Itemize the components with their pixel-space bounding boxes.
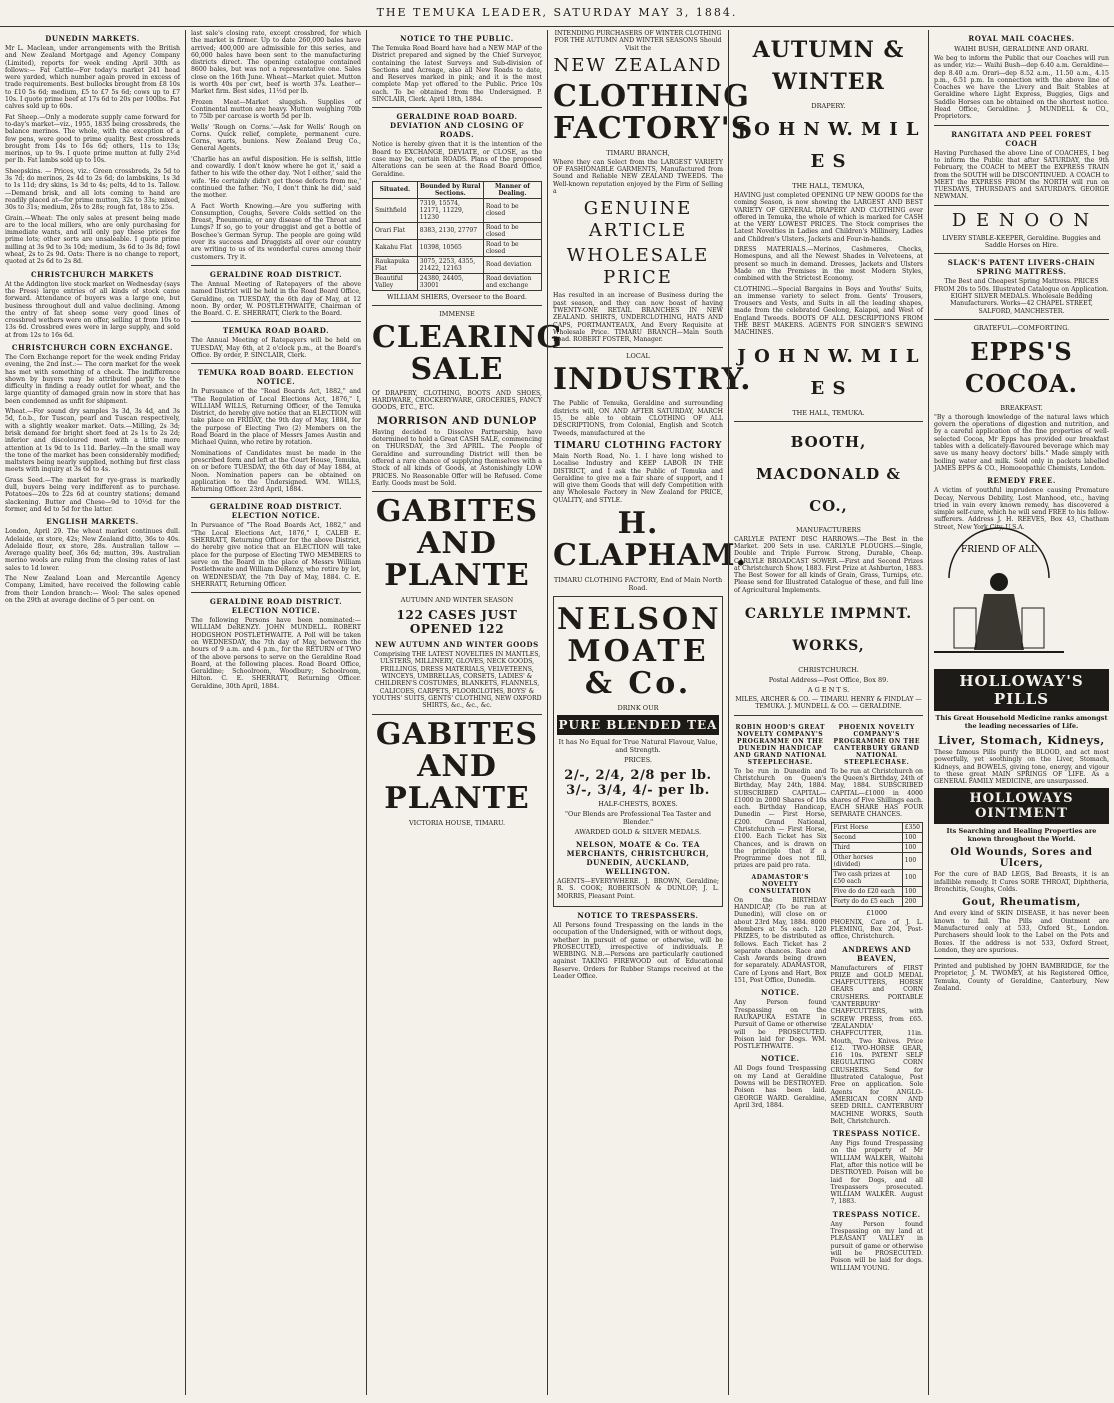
advert-headline: GABITES AND PLANTE (375, 494, 539, 594)
advert-headline: EPPS'S COCOA. (965, 336, 1078, 398)
table-cell: Orari Flat (373, 222, 418, 239)
table-row (373, 198, 542, 222)
advert-subhead: CHRISTCHURCH. (798, 666, 859, 675)
table-row (831, 896, 923, 906)
subheading: WAIHI BUSH, GERALDINE AND ORARI. (954, 45, 1089, 53)
divider (372, 491, 542, 492)
notice-text: Nominations of Candidates must be made in the prescribed form and left at the Court House, Temuka, on or before TUESDAY, the 6th day of May 1884, at Noon. Nomination papers can be obtained on application to the Undersigned. WM. WILLS, Returning Officer. 23rd April, 1884. (191, 449, 361, 494)
advert-text: Having decided to Dissolve Partnership, have determined to hold a Great CASH SALE, commencing on THURSDAY, the 3rd APRIL. The People of Geraldine and surrounding District will then be offered a rare chance of supplying themselves with a Stock of all kinds of Goods, at Astonishingly LOW PRICES. No Reasonable Offer will be Refused. Come Early. Goods must be Sold. (372, 428, 542, 487)
advert-subhead: DRAPERY. (811, 102, 846, 110)
advert-subhead: HALF-CHESTS, BOXES. (598, 800, 678, 809)
table-cell: 100 (902, 852, 922, 869)
heading: TRESPASS NOTICE. (832, 1209, 921, 1219)
article-text: Grass Seed.—The market for rye-grass is markedly dull, buyers being very indifferent as to purchase. Potatoes—20s to 22s 6d at country stations; demand slackening. Butter and Chese—9d to 10½d for the former, and 4d to 5d for the latter. (5, 476, 180, 513)
table-cell: Two cash prizes at £50 each (831, 869, 902, 886)
notice-text: In Pursuance of the "Road Boards Act, 1882," and "The Regulation of Local Elections Act, 1876," I, WILLIAM WILLS, Returning Officer, of the Temuka District, do hereby give notice that an ELECTION will take place on FRIDAY, the 9th day of May, 1884, for the purpose of Electing Two (2) Members on the Road Board in the place of Messrs James Austin and Michael Quinn, who retire by rotation. (191, 388, 361, 447)
advert-subhead: AWARDED GOLD & SILVER MEDALS. (574, 828, 702, 837)
advert-text: A Fact Worth Knowing.—Are you suffering with Consumption, Coughs, Severe Colds settled on the Breast, Pneumonia, or any disease of the Throat and Lungs? If so, go to your druggist and get a bottle of Boschee's German Syrup. The people are going wild over its success and Druggists all over our country are writing to us of its wonderful cures among their customers. Try it. (191, 202, 361, 261)
table-cell: Beautiful Valley (373, 273, 418, 290)
divider (372, 305, 542, 306)
advert-subhead: WHOLESALE PRICE (566, 245, 710, 289)
advert-address: THE HALL, TEMUKA, (792, 182, 865, 190)
advert-subhead: 122 CASES JUST OPENED 122 (396, 608, 518, 637)
heading: ROBIN HOOD'S GREAT NOVELTY COMPANY'S PROGRAMME ON THE DUNEDIN HANDICAP AND GRAND NATIONAL STEEPLECHASE. (734, 723, 827, 766)
advert-subhead: It has No Equal for True Natural Flavour, Value, and Strength. (558, 738, 718, 755)
article-text: Frozen Meat—Market sluggish. Supplies of Continental mutton are heavy. Mutton weighing 70lb to 75lb per carcase is worth 5d per lb. (191, 98, 361, 121)
table-cell: 7319, 15574, 12171, 11229, 11230 (417, 198, 483, 222)
article-text: London, April 29. The wheat market continues dull. Adelaide, ex store, 42s; New Zealand ditto, 36s to 40s. Adelaide flour, ex store, 28s. Australian tallow — Average quality beef, 36s 6d; mutton, 39s. Australian merino wools are ruling from the closing rates of last sales to 1d lower. (5, 528, 180, 572)
heading: GERALDINE ROAD DISTRICT. (209, 269, 343, 279)
advert-subhead: Gout, Rheumatism, (962, 897, 1081, 909)
heading: TEMUKA ROAD BOARD. (222, 326, 330, 336)
advert-text: CARLYLE PATENT DISC HARROWS.—The Best in the Market. 200 Sets in use. CARLYLE PLOUGHS.—Single, Double and Triple Furrow. Strong, Durable, Cheap. CARLYLE BROADCAST SOWER.—First and Second Prizes at Christchurch Show, 1883. First Prize at Ashburton, 1883. The Best Sower for all kinds of Grain, Grass, Turnips, etc. Please send for Illustrated Catalogue of these, and full line of Agricultural Implements. (734, 535, 923, 594)
table-cell: 100 (902, 842, 922, 852)
advert-headline: BOOTH, MACDONALD & CO., (756, 432, 901, 515)
signature: WILLIAM SHIERS, Overseer to the Board. (387, 292, 527, 301)
advert-address: VICTORIA HOUSE, TIMARU. (408, 818, 506, 827)
divider (191, 592, 361, 593)
notice-text: All Persons found Trespassing on the lands in the occupation of the Undersigned, with or without dogs, whether in pursuit of game or otherwise, will be PROSECUTED, irrespective of individuals. P. WEBBING. N.B.—Persons are particularly cautioned against TAKING FIREWOOD out of Educational Reserve. Orders for Rubber Stamps received at the Leader Office. (553, 921, 723, 980)
roads-table (372, 181, 542, 291)
divider (191, 265, 361, 266)
advert-subhead: A G E N T S. (807, 686, 850, 695)
divider (734, 715, 923, 716)
advert-firm: MORRISON AND DUNLOP (377, 415, 537, 427)
article-text: Wheat.—For sound dry samples 3s 3d, 3s 4d, and 3s 5d, f.o.b., for Tuscan, pearl and Tuscan respectively, with a slightly weaker market. Oats.—Milling, 2s 3d; brisk demand for bright short feed at 2s 1s to 2s 2d; inferior and discoloured meet with a little more attention at 1s 9d to 1s 11d. Barley.—In the small way the tone of the market has been considerably modified; maltsters being nearly supplied, nothing but first class meets with inquiry at 3s 6d to 4s. (5, 408, 180, 474)
advert-kicker: IMMENSE (439, 309, 475, 318)
advert-text: These famous Pills purify the BLOOD, and act most powerfully, yet soothingly on the Liver, Stomach, Kidneys, and BOWELS, giving tone, energy, and vigour to these great MAIN SPRINGS OF LIFE. As a GENERAL FAMILY MEDICINE, are unsurpassed. (934, 748, 1109, 786)
heading: NOTICE TO TRESPASSERS. (577, 910, 699, 920)
advert-subhead: Its Searching and Healing Properties are known throughout the World. (946, 827, 1097, 844)
notice-text: Having Purchased the above Line of COACHES, I beg to inform the Public that after SATURDAY, the 9th February, the COACH to MEET the EXPRESS TRAIN from the SOUTH will be DISCONTINUED. A COACH to MEET the EXPRESS FROM the NORTH will run on TUESDAYS, THURSDAYS and SATURDAYS. GEORGE NEWMAN. (934, 149, 1109, 201)
advert-text: Wells' 'Rough on Corns.'—Ask for Wells' Rough on Corns. Quick relief, complete, permanent cure. Corns, warts, bunions. New Zealand Drug Co., General Agents. (191, 123, 361, 153)
notice-text: We beg to inform the Public that our Coaches will run as under, viz:— Waihi Bush—dep 6.40 a.m. Geraldine—dep 8.40 a.m. Orari—dep 8.52 a.m., 11.50 a.m., 4.15 p.m., 6.51 p.m. In connection with the above line of Coaches we have the Livery and Bait Stables at Geraldine where Light Express, Buggies, Gigs and Saddle Horses can be obtained on the shortest notice. Head Office, Geraldine. J. MUNDELL & CO., Proprietors. (934, 55, 1109, 121)
sub-column-left (734, 720, 827, 1275)
seal-motto: FRIEND OF ALL (960, 544, 1038, 555)
heading: CHRISTCHURCH CORN EXCHANGE. (11, 342, 174, 352)
advert-address: THE HALL, TEMUKA. (792, 408, 865, 417)
advert-kicker: LOCAL (626, 352, 650, 361)
table-cell: 100 (902, 832, 922, 842)
advert-text: INTENDING PURCHASERS OF WINTER CLOTHING FOR THE AUTUMN AND WINTER SEASONS Should Visit the (554, 30, 722, 52)
prize-table (831, 822, 924, 907)
divider (191, 363, 361, 364)
advert-text: And every kind of SKIN DISEASE, it has never been known to fail. The Pills and Ointment are Manufactured only at 533, Oxford St., London. Purchasers should look to the Label on the Pots and Boxes. If the address is not 533, Oxford Street, London, they are spurious. (934, 910, 1109, 954)
divider (372, 107, 542, 108)
notice-text: On the BIRTHDAY HANDICAP, (To be run at Dunedin), will close on or about 23rd May, 1884. 8000 Members at 5s each. 120 PRIZES, to be distributed as follows. Each Ticket has 2 separate chances. Race and Cash Awards being drawn for separately. ADAMASTOR, Care of Lyons and Hart, Box 151, Post Office, Dunedin. (734, 896, 827, 985)
notice-text: Any Person found Trespassing on the RAUKAPUKA ESTATE in Pursuit of Game or otherwise will be PROSECUTED. Poison laid for Dogs. WM. POSTLETHWAITE. (734, 999, 827, 1051)
table-cell: Other horses (divided) (831, 852, 902, 869)
tea-advert (553, 596, 723, 907)
heading: NOTICE. (760, 988, 800, 998)
allegorical-figure-illustration (934, 538, 1064, 658)
table-cell: Second (831, 832, 902, 842)
table-cell: 100 (902, 869, 922, 886)
advert-headline: INDUSTRY. (553, 362, 752, 398)
masthead: THE TEMUKA LEADER, SATURDAY MAY 3, 1884. (0, 0, 1114, 27)
divider (553, 347, 723, 348)
article-text: Fat Sheep.—Only a moderate supply came forward for to-day's market—viz., 1955, 1835 being crossbreds, the balance merinos. The whole, with the exception of a few pens, were good to prime quality. Best crossbreds brought from 14s to 16s 6d; others, 11s to 13s; merinos, up to 9s. I quote prime mutton at fully 2½d per lb. Fat lambs sold up to 10s. (5, 113, 180, 165)
notice-text: The Annual Meeting of Ratepayers of the above named District will be held in the Road Board Office, Geraldine, on TUESDAY, the 6th day of May, at 12 noon. By order, W. POSTLETHWAITE, Chairman of the Board. C. E. SHERRATT, Clerk to the Board. (191, 280, 361, 318)
table-cell: Road deviation and exchange (483, 273, 541, 290)
column-4 (547, 30, 754, 1395)
table-cell: 24380, 24405, 33001 (417, 273, 483, 290)
column-2 (185, 30, 366, 1395)
heading: SLACK'S PATENT LIVERS-CHAIN SPRING MATTRESS. (947, 258, 1096, 277)
heading: PHOENIX NOVELTY COMPANY'S PROGRAMME ON THE CANTERBURY GRAND NATIONAL STEEPLECHASE. (833, 723, 921, 766)
advert-kicker: GRATEFUL—COMFORTING. (973, 323, 1070, 332)
advert-subhead: Liver, Stomach, Kidneys, (938, 733, 1105, 747)
advert-text: Has resulted in an increase of Business during the past season, and they can now boast of having TWENTY-ONE RETAIL BRANCHES IN NEW ZEALAND. SHIRTS, UNDERCLOTHING, HATS AND CAPS, PORTMANTEAUX, And Every Requisite at Wholesale Price. TIMARU BRANCH—Main South Road. ROBERT FOSTER, Manager. (553, 292, 723, 344)
article-text: last sale's closing rate, except crossbred, for which the market is firmer. Up to date 260,000 bales have arrived; 400,000 are admissible for this series, and 60,000 bales have been sent to the manufacturing districts direct. The opening catalogue contained 8600 bales, but was not a representative one. Sales close on the 16th June. Wheat—Market quiet. Mutton is worth 40s per cwt, beef is worth 37s. Leather—Market firm. Best sides, 11½d per lb. (191, 30, 361, 96)
table-cell: 8383, 2130, 27797 (417, 222, 483, 239)
ointment-banner: HOLLOWAYS OINTMENT (934, 788, 1109, 824)
table-row (831, 886, 923, 896)
advert-headline: CARLYLE IMPMNT. WORKS, (744, 606, 913, 655)
table-row (373, 256, 542, 273)
column-1 (0, 30, 185, 1395)
advert-subhead: TIMARU BRANCH, (606, 148, 670, 157)
imprint: Printed and published by JOHN BAMBRIDGE, for the Proprietor, J. M. TWOMEY, at his Registered Office, Temuka, County of Geraldine, Canterbury, New Zealand. (934, 963, 1109, 993)
advert-subhead: Old Wounds, Sores and Ulcers, (950, 847, 1093, 870)
table-row (373, 273, 542, 290)
advert-subhead: NEW AUTUMN AND WINTER GOODS (375, 640, 539, 650)
heading: GERALDINE ROAD DISTRICT. ELECTION NOTICE. (209, 502, 343, 521)
advert-headline: D E N O O N (951, 209, 1092, 231)
table-row (373, 222, 542, 239)
notice-text: In Pursuance of "The Road Boards Act, 1882," and "The Local Elections Act, 1876," I, CALEB E. SHERRATT, Returning Officer for the above District, do hereby give notice that an ELECTION will take place for the purpose of Electing TWO MEMBERS to serve on the Board in the place of Messrs William Postlethwaite and William DeRenzy, who retire by lot, on WEDNESDAY, the 7th Day of May, 1884. C. E. SHERRATT, Returning Officer. (191, 522, 361, 588)
heading: ANDREWS AND BEAVEN, (842, 944, 912, 963)
price-list: 2/-, 2/4, 2/8 per lb. 3/-, 3/4, 4/- per lb. (564, 768, 712, 799)
advert-subhead: GENUINE ARTICLE (583, 198, 693, 242)
advert-headline: AUTUMN & WINTER (752, 37, 905, 95)
advert-subhead: This Great Household Medicine ranks amongst the leading necessaries of Life. (935, 713, 1108, 730)
divider (191, 497, 361, 498)
advert-text: AGENTS—EVERYWHERE. J. BROWN, Geraldine; R. S. COOK; ROBERTSON & DUNLOP; J. L. MORRIS, Pleasant Point. (557, 878, 719, 900)
advert-text: The Best and Cheapest Spring Mattress. PRICES FROM 20s to 50s. Illustrated Catalogue on Application. EIGHT SILVER MEDALS. Wholesale Bedding Manufacturers. Works—42 CHAPEL STREET, SALFORD, MANCHESTER. (934, 278, 1109, 315)
table-cell: 200 (902, 896, 922, 906)
advert-subhead: NELSON, MOATE & Co. TEA MERCHANTS, CHRISTCHURCH, DUNEDIN, AUCKLAND, WELLINGTON. (566, 840, 710, 877)
divider (934, 253, 1109, 254)
article-text: At the Addington live stock market on Wednesday (says the Press) large entries of all kinds of stock came forward. Attendance of buyers was a large one, but business throughout dull and value declining. Among the entry of fat sheep some very good lines of crossbred wethers were on offer, selling at from 10s to 13s 6d. Crossbred ewes were in large supply, and sold at from 12s to 16s 6d. (5, 280, 180, 339)
heading: ADAMASTOR'S NOVELTY CONSULTATION (749, 873, 812, 895)
divider (191, 321, 361, 322)
divider (934, 319, 1109, 320)
table-header-row (373, 181, 542, 198)
advert-headline: J O H N W. M I L E S (737, 345, 920, 399)
table-row (831, 869, 923, 886)
notice-text: Any Person found Trespassing on my land at PLEASANT VALLEY in pursuit of game or otherwise will be PROSECUTED. Poison will be laid for dogs. WILLIAM YOUNG. (830, 1220, 923, 1272)
divider (934, 125, 1109, 126)
divider (934, 205, 1109, 206)
heading: TEMUKA ROAD BOARD. ELECTION NOTICE. (197, 368, 355, 387)
notice-text: All Dogs found Trespassing on my Land at Geraldine Downs will be DESTROYED. Poison has been laid. GEORGE WARD. Geraldine, April 3rd, 1884. (734, 1065, 827, 1109)
table-cell: 10398, 10565 (417, 239, 483, 256)
advert-text: Manufacturers of FIRST PRIZE and GOLD MEDAL CHAFFCUTTERS, HORSE GEARS and CORN CRUSHERS. PORTABLE 'CANTERBURY' CHAFFCUTTERS, with SCREW PRESS, from £65. 'ZEALANDIA' CHAFFCUTTER, 11in. Mouth, Two Knives. Price £12. TWO-HORSE GEAR, £16 10s. PATENT SELF REGULATING CORN CRUSHERS. Send for Illustrated Catalogue, Post Free on application. Sole Agents for ANGLO-AMERICAN CORN AND SEED DRILL. CANTERBURY MACHINE WORKS, South Belt, Christchurch. (830, 964, 923, 1125)
article-text: Grain.—Wheat: The only sales at present being made are to the local millers, who are only purchasing for immediate wants, and will only pay these prices for prime lots; other sorts are unsaleable. I quote prime milling at 3s 9d to 3s 10d; medium, 3s 6d to 3s 8d; fowl wheat, 2s to 2s 9d. Oats: There is no change to report, quoted at 2s 6d to 2s 8d. (5, 214, 180, 266)
divider (934, 958, 1109, 959)
heading: REMEDY FREE. (987, 476, 1056, 486)
advert-text: A victim of youthful imprudence causing Premature Decay, Nervous Debility, Lost Manhood, etc., having tried in vain every known remedy, has discovered a simple self-cure, which he will send FREE to his fellow-sufferers. Address J. H. REEVES, Box 43, Chatham Street, New York City, U.S.A. (934, 487, 1109, 531)
advert-subhead: MANUFACTURERS (796, 525, 861, 534)
notice-text: The following Persons have been nominated:— WILLIAM DeRENZY. JOHN MUNDELL. ROBERT HODGSHON POSTLETHWAITE. A Poll will be taken on WEDNESDAY, the 7th day of May, between the hours of 9 a.m. and 4 p.m., for the RETURN of TWO of the above persons to serve on the Geraldine Road Board, at the following places. Road Board Office, Geraldine; Schoolroom, Woodbury; Schoolroom, Hilton. C. E. SHERRATT, Returning Officer. Geraldine, 30th April, 1884. (191, 617, 361, 690)
table-header: Bounded by Rural Sections. (417, 181, 483, 198)
article-text: The Corn Exchange report for the week ending Friday evening, the 2nd inst.:— The corn market for the week has met with something of a check. The indifference shown by buyers may be attributed partly to the difficulty in finding a ready outlet for wheat, and the large quantity of damaged grain now in store that has been condemned as unfit for shipment. (5, 353, 180, 405)
table-cell: Raukapuka Flat (373, 256, 418, 273)
table-row (831, 822, 923, 832)
advert-subhead: "Our Blends are Professional Tea Taster and Blender." (564, 810, 712, 827)
heading: RANGITATA AND PEEL FOREST COACH (951, 129, 1092, 148)
table-cell: Road to be closed (483, 198, 541, 222)
table-cell: Forty do do £5 each (831, 896, 902, 906)
table-cell: Five do do £20 each (831, 886, 902, 896)
table-cell: Road to be closed (483, 222, 541, 239)
table-cell: First Horse (831, 822, 902, 832)
notice-text: The Annual Meeting of Ratepayers will be held on TUESDAY, May 6th, at 2 o'clock p.m., at the Board's Office. By order, P. SINCLAIR, Clerk. (191, 337, 361, 359)
advert-subhead: Postal Address—Post Office, Box 89. (768, 676, 889, 685)
article-text: The New Zealand Loan and Mercantile Agency Company, Limited, have received the following cable from their London branch:— Wool: The sales opened on the 29th at average decline of 5 per cent. on (5, 575, 180, 604)
table-cell: Kakahu Flat (373, 239, 418, 256)
table-row (373, 239, 542, 256)
signature: PHOENIX, Care of J. L. FLEMING, Box 204, Post-office, Christchurch. (830, 918, 923, 941)
advert-text: LIVERY STABLE-KEEPER, Geraldine. Buggies and Saddle Horses on Hire. (942, 234, 1101, 250)
article-text: Sheepskins. — Prices, viz.: Green crossbreds, 2s 5d to 3s 7d; do merinos, 2s 4d to 2s 6d; do lambskins, 1s 3d to 1s 11d; dry skins, 1s 3d to 4s; pelts, 4d to 1s. Tallow.—Demand brisk, and all lots coming to hand are readily placed at—for prime mutton, 32s to 33s; mixed, 30s to 31s; medium, 26s to 28s; rough fat, 18s to 25s. (5, 167, 180, 212)
tea-banner: PURE BLENDED TEA (557, 715, 719, 735)
advert-headline: H. CLAPHAM. (553, 506, 748, 574)
heading: GERALDINE ROAD DISTRICT. ELECTION NOTICE. (209, 597, 343, 616)
advert-text: HAVING just completed OPENING UP NEW GOODS for the coming Season, is now showing the LARGEST AND BEST VARIETY OF GENERAL DRAPERY AND CLOTHING ever offered in Temuka, the whole of which is marked for CASH at the VERY LOWEST PRICES. The Stock comprises the Latest Novelties in Ladies and Children's Millinery, Ladies and Children's Ulsters, Jackets and Four-in-hands. (734, 192, 923, 243)
article-text: 'Charlie has an awful disposition. He is selfish, little and cowardly. I don't know where he got it,' said a father to his wife the other day. 'Not I either,' said the wife. 'He certainly didn't get those defects from me,' continued the father. 'No, I don't think he did,' said the mother. (191, 155, 361, 200)
advert-subhead: BREAKFAST. (1000, 403, 1043, 412)
column-5 (728, 30, 928, 1395)
table-cell: Third (831, 842, 902, 852)
advert-subhead: PRICES. (624, 756, 652, 765)
twin-columns (734, 720, 923, 1275)
table-row (831, 852, 923, 869)
advert-subhead: TIMARU CLOTHING FACTORY (553, 440, 723, 451)
advert-text: DRESS MATERIALS.—Merinos, Cashmeres, Checks, Homespuns, and all the Newest Shades in Velveteens, at present so much in demand. Dresses, Jackets and Ulsters Made on the Premises in the most Modern Styles, combined with the Strictest Economy. (734, 246, 923, 283)
heading: ROYAL MAIL COACHES. (968, 34, 1075, 43)
advert-headline: NELSON MOATE & Co. (557, 602, 722, 702)
advert-text: "By a thorough knowledge of the natural laws which govern the operations of digestion and nutrition, and by a careful application of the fine properties of well-selected Cocoa, Mr Epps has provided our breakfast tables with a delicately-flavoured beverage which may save us many heavy doctors' bills." Made simply with boiling water and milk. Sold only in packets labelled JAMES EPPS & CO., Homoeopathic Chemists, London. (934, 413, 1109, 472)
advert-text: The Public of Temuka, Geraldine and surrounding districts will, ON AND AFTER SATURDAY, MARCH 15, be able to obtain CLOTHING OF ALL DESCRIPTIONS, from Colonial, English and Scotch Tweeds, manufactured at the (553, 400, 723, 437)
heading: DUNEDIN MARKETS. (45, 34, 140, 43)
heading: GERALDINE ROAD BOARD. DEVIATION AND CLOSING OF ROADS. (389, 112, 525, 140)
notice-text: Any Pigs found Trespassing on the property of Mr WILLIAM WALKER, Waitohi Flat, after this notice will be DESTROYED. Poison will be laid for Dogs, and all Trespassers prosecuted. WILLIAM WALKER. August 7, 1883. (830, 1140, 923, 1206)
advert-subhead: AUTUMN AND WINTER SEASON (400, 596, 514, 605)
advert-subhead: DRINK OUR (617, 704, 659, 713)
notice-text: To be run at Christchurch on the Queen's Birthday, 24th of May, 1884. SUBSCRIBED CAPITAL—£1000 in 4000 shares of Five Shillings each. EACH SHARE HAS FOUR SEPARATE CHANCES. (830, 767, 923, 819)
table-cell: £350 (902, 822, 922, 832)
heading: ENGLISH MARKETS. (46, 517, 139, 527)
advert-text: CLOTHING.—Special Bargains in Boys and Youths' Suits, an immense variety to select from. Gents' Trousers, Trousers and Vests, and Suits in all the leading shapes, made from the celebrated Geelong, Kaiapoi, and West of England Tweeds. BOOTS OF ALL DESCRIPTIONS FROM THE BEST MAKERS. AGENTS FOR SINGER'S SEWING MACHINES. (734, 285, 923, 337)
pills-banner: HOLLOWAY'S PILLS (934, 669, 1109, 711)
table-cell: Road to be closed (483, 239, 541, 256)
table-header: Situated. (373, 181, 418, 198)
article-text: Mr L. Maclean, under arrangements with the British and New Zealand Mortgage and Agency Company (Limited), reports for week ending April 30th as follows:— Fat Cattle—For today's market 241 head were yarded, which number again proved in excess of trade requirements. Best bullocks brought from £8 10s to £10 5s 6d; medium, £5 to £7 5s 6d; cows up to £7 10s. I quote prime beef at 17s 6d to 20s per 100lbs. Fat calves sold up to 60s. (5, 45, 180, 111)
advert-headline: CLOTHING FACTORY'S (553, 78, 754, 146)
advert-subhead: NEW ZEALAND (553, 54, 723, 76)
table-header: Manner of Dealing. (483, 181, 541, 198)
heading: CHRISTCHURCH MARKETS (31, 269, 154, 279)
advert-text: Where they can Select from the LARGEST VARIETY OF FASHIONABLE GARMENTS, Manufactured from Sound and Reliable NEW ZEALAND TWEEDS. The Well-known reputation enjoyed by the Firm of Selling a (553, 158, 723, 196)
advert-headline: J O H N W. M I L E S (737, 119, 920, 172)
divider (372, 714, 542, 715)
advert-text: Main North Road, No. 1. I have long wished to Localise Industry and KEEP LABOR IN THE DISTRICT, and I ask the Public of Temuka and Geraldine to give me a fair share of support, and I will give them Goods that will defy Competition with any Wholesale Factory in New Zealand for PRICE, QUALITY, and STYLE. (553, 452, 723, 504)
heading: NOTICE. (760, 1054, 800, 1064)
advert-text: Comprising THE LATEST NOVELTIES IN MANTLES, ULSTERS, MILLINERY, GLOVES, NECK GOODS, FRILLINGS, DRESS MATERIALS, VELVETEENS, WINCEYS, UMBRELLAS, CORSETS, LADIES' & CHILDREN'S COSTUMES, BLANKETS, FLANNELS, CALICOES, CARPETS, FLOORCLOTHS, BOYS' & YOUTHS' SUITS, GENTS' CLOTHING, NEW OXFORD SHIRTS, &c., &c., &c. (372, 651, 542, 710)
column-3 (366, 30, 564, 1395)
table-cell: 100 (902, 886, 922, 896)
heading: NOTICE TO THE PUBLIC. (400, 34, 514, 43)
advert-headline: CLEARING SALE (372, 319, 564, 387)
notice-text: To be run in Dunedin and Christchurch on Queen's Birthday, May 24th, 1884. SUBSCRIBED CAPITAL—£1000 in 2000 Shares of 10s each. Birthday Handicap, Dunedin — First Horse, £200. Grand National, Christchurch — First Horse, £100. Each Ticket has Six Chances, and is drawn on the principle that if a Programme does not fill, prizes are paid pro rata. (734, 767, 827, 870)
notice-text: The Temuka Road Board have had a NEW MAP of the District prepared and signed by the Chief Surveyor, containing the latest Surveys and Sub-division of Sections and Acreage, also all New Roads to date, and Reserves marked in pink; and it is the most complete Map yet offered to the Public. Price 10s each. To be obtained from the Undersigned. P. SINCLAIR, Clerk. April 18th, 1884. (372, 45, 542, 104)
table-cell: Smithfield (373, 198, 418, 222)
advert-headline: GABITES AND PLANTE (375, 716, 539, 816)
advert-text: Of DRAPERY, CLOTHING, BOOTS AND SHOES, HARDWARE, CROCKERYWARE, GROCERIES, FANCY GOODS, ETC., ETC. (372, 389, 542, 412)
table-cell: 3075, 2253, 4355, 21422, 12163 (417, 256, 483, 273)
table-cell: Road deviation (483, 256, 541, 273)
sub-column-right (831, 720, 924, 1275)
table-row (831, 842, 923, 852)
notice-text: Notice is hereby given that it is the intention of the Board to EXCHANGE, DEVIATE, or CLOSE, as the case may be, certain ROADS. Plans of the proposed Alterations can be seen at the Road Board Office, Geraldine. (372, 141, 542, 178)
table-row (831, 832, 923, 842)
advert-text: For the cure of BAD LEGS, Bad Breasts, it is an infallible remedy. It Cures SORE THROAT, Diphtheria, Bronchitis, Coughs, Colds. (934, 871, 1109, 894)
advert-address: TIMARU CLOTHING FACTORY, End of Main North Road. (553, 576, 723, 593)
column-6 (928, 30, 1114, 1395)
advert-text: MILES, ARCHER & CO. — TIMARU. HENRY & FINDLAY — TEMUKA. J. MUNDELL & CO. — GERALDINE. (735, 696, 922, 711)
prize-total: £1000 (866, 908, 888, 917)
heading: TRESPASS NOTICE. (832, 1129, 921, 1139)
divider (734, 421, 923, 422)
